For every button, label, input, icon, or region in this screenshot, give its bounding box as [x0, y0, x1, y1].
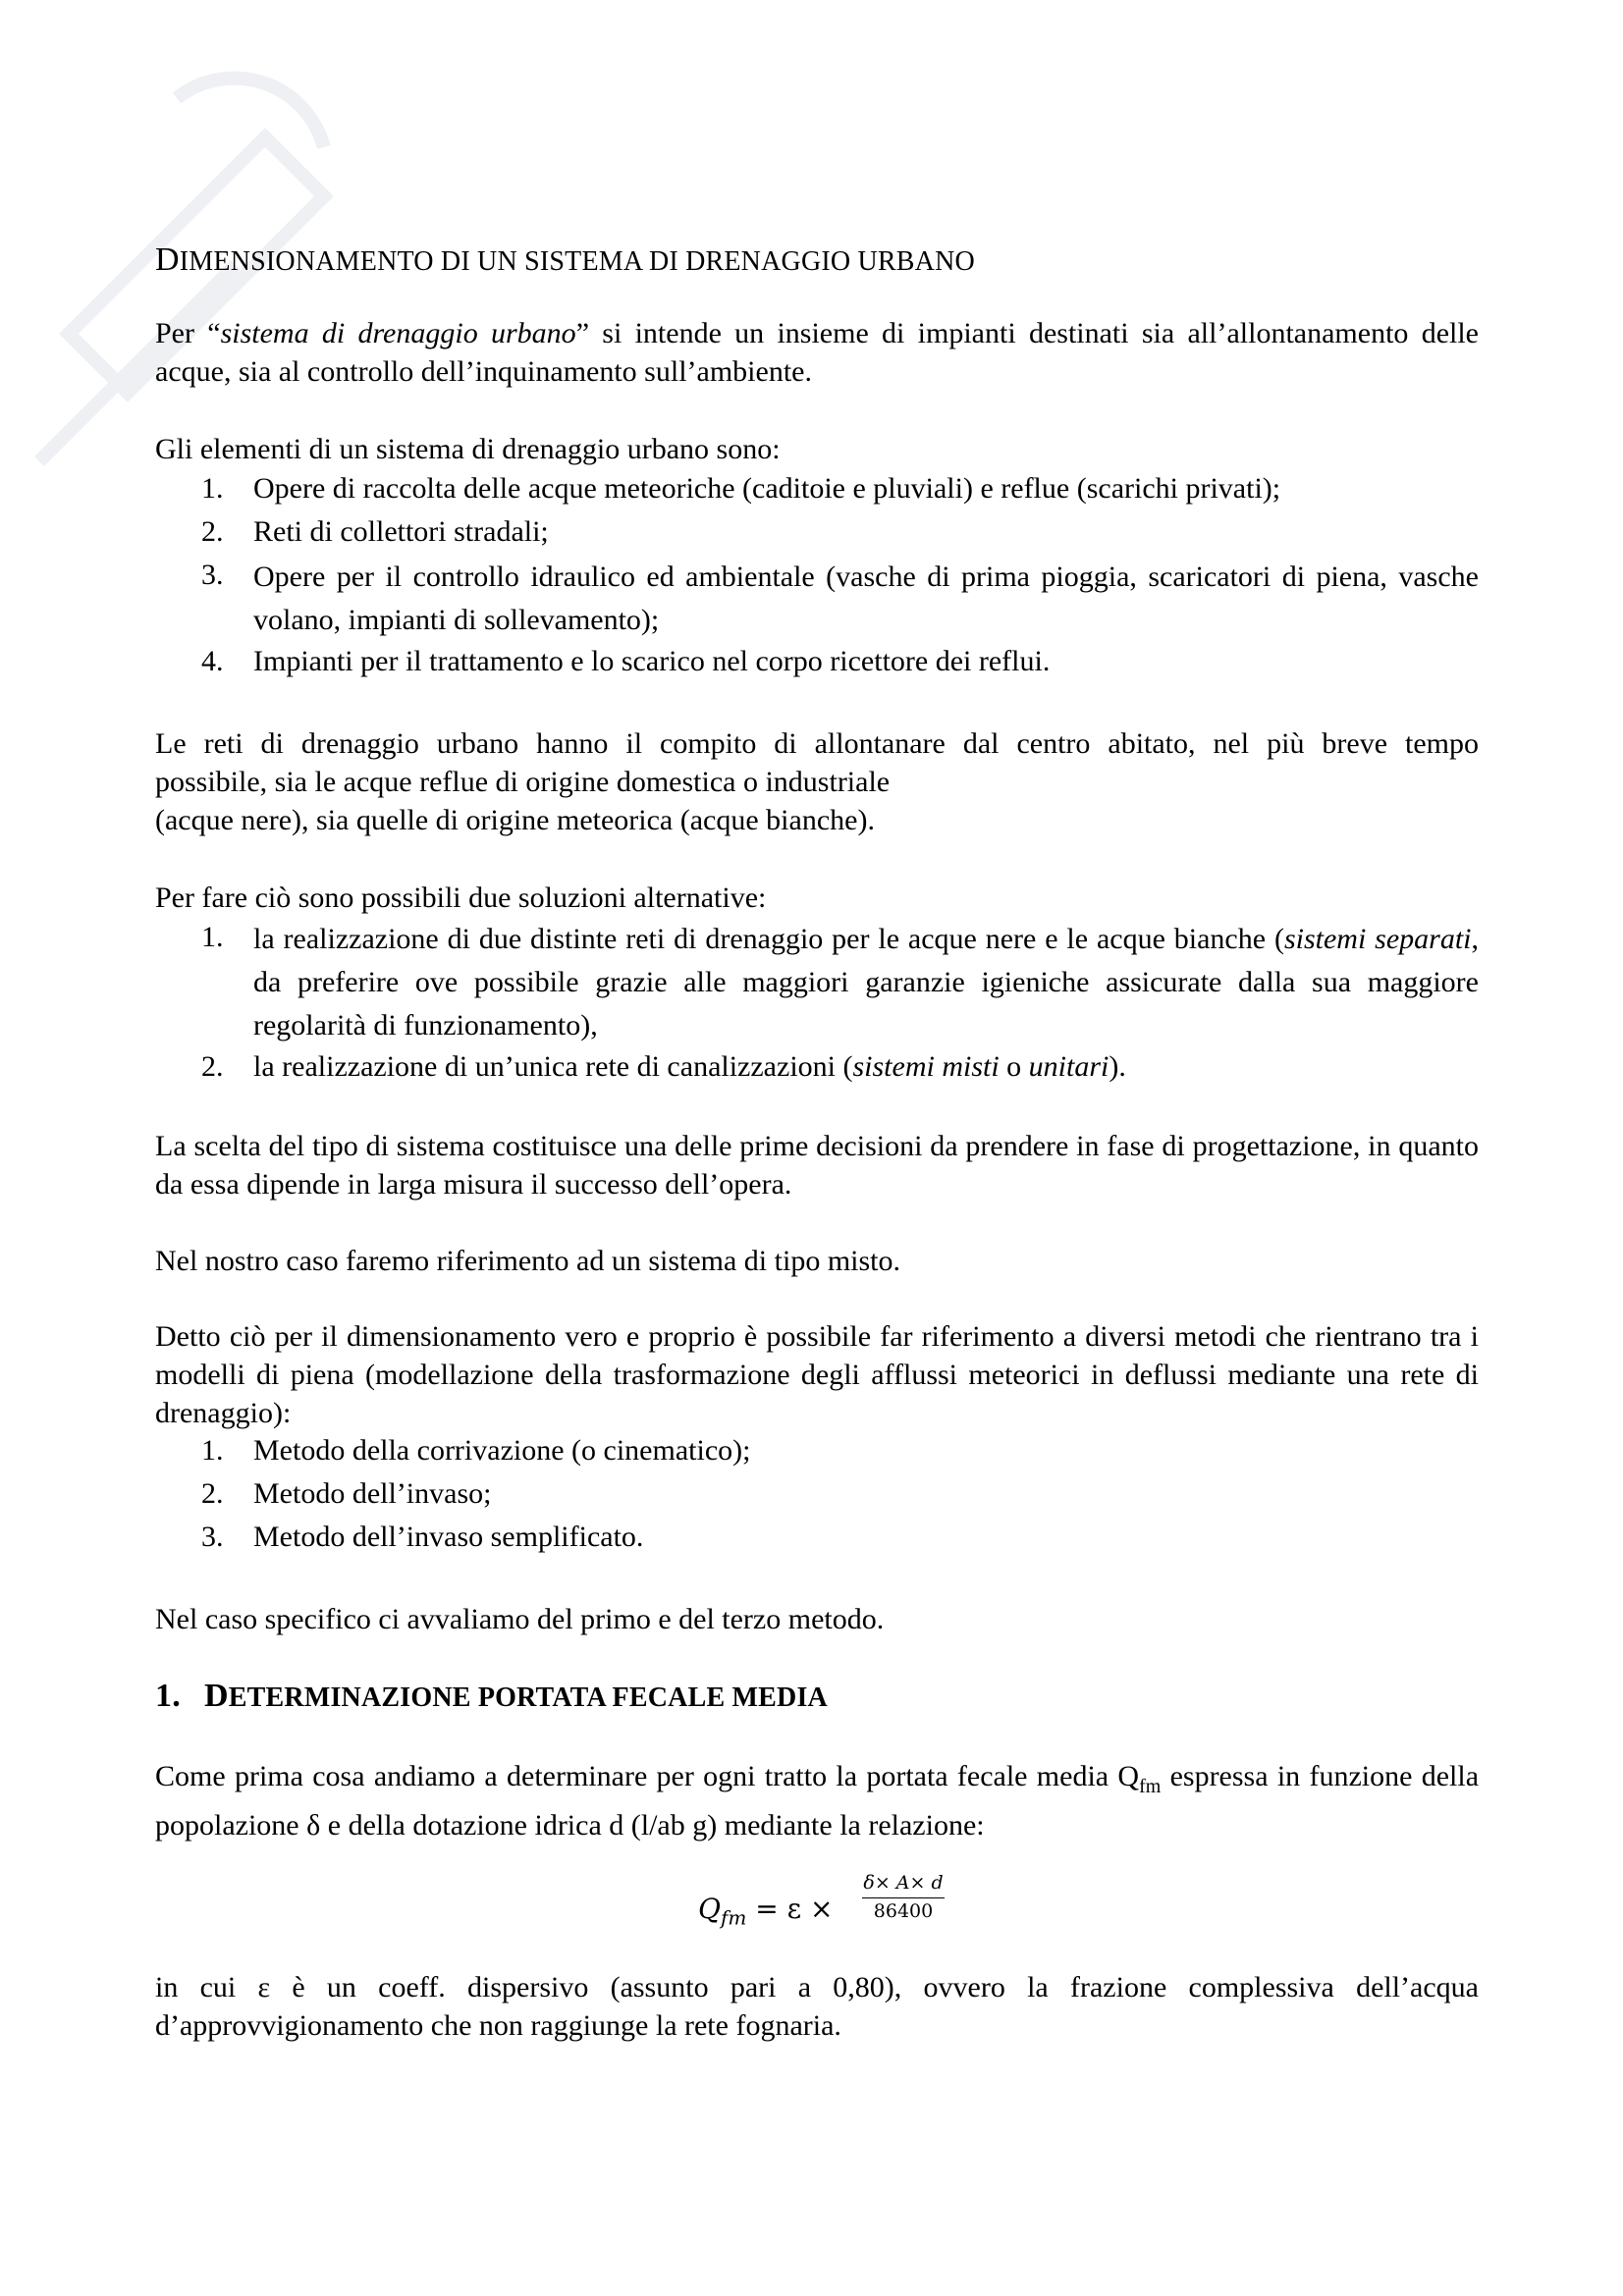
paragraph-methods-intro: Detto ciò per il dimensionamento vero e proprio è possibile far riferimento a diversi metodi che rientrano tra i modelli di piena (modellazione della trasformazione degli afflussi meteorici in deflussi mediante una rete di drenaggio): [155, 1320, 1479, 1429]
list-item: 3. Metodo dell’invaso semplificato. [201, 1521, 644, 1553]
paragraph-chosen-methods: Nel caso specifico ci avvaliamo del primo e del terzo metodo. [155, 1603, 885, 1635]
list-item: 2. la realizzazione di un’unica rete di canalizzazioni (sistemi misti o unitari). [201, 1050, 1126, 1083]
paragraph-system-choice: La scelta del tipo di sistema costituisce una delle prime decisioni da prendere in fase di progettazione, in quanto da essa dipende in larga misura il successo dell’opera. [155, 1130, 1479, 1201]
paragraph-our-case: Nel nostro caso faremo riferimento ad un sistema di tipo misto. [155, 1245, 900, 1277]
document-title: DIMENSIONAMENTO DI UN SISTEMA DI DRENAGGIO URBANO [155, 241, 975, 278]
list-item: 4. Impianti per il trattamento e lo scarico nel corpo ricettore dei reflui. [201, 645, 1051, 677]
list-item: 1. Opere di raccolta delle acque meteoriche (caditoie e pluviali) e reflue (scarichi privati); [201, 472, 1281, 505]
list-item: 1. Metodo della corrivazione (o cinematico); [201, 1434, 751, 1467]
paragraph-elements-intro: Gli elementi di un sistema di drenaggio urbano sono: [155, 433, 781, 465]
list-item: 2. Metodo dell’invaso; [201, 1477, 492, 1510]
equation-fecal-flow: $Q_{fm} = \varepsilon$ × $\frac{\delta\times A\times d}{86400}$ [698, 1872, 944, 1930]
section-heading: 1. DETERMINAZIONE PORTATA FECALE MEDIA [155, 1678, 828, 1714]
paragraph-networks: Le reti di drenaggio urbano hanno il compito di allontanare dal centro abitato, nel più breve tempo possibile, sia le acque reflue di origine domestica o industriale (acque nere), sia quelle di origine meteorica (acque bianche). [155, 727, 1479, 836]
paragraph-fecal-flow: Come prima cosa andiamo a determinare per ogni tratto la portata fecale media $Q_{fm}$ espressa in funzione della popolazione δ e della dotazione idrica d (l/ab g) mediante la relazione: [155, 1760, 1480, 1842]
paragraph-definition: Per “sistema di drenaggio urbano” si intende un insieme di impianti destinati sia all’allontanamento delle acque, sia al controllo dell’inquinamento sull’ambiente. [155, 317, 1479, 388]
equation-fraction: $\frac{\delta\times A\times d}{86400}$ [863, 1872, 944, 1922]
paragraph-solutions-intro: Per fare ciò sono possibili due soluzioni alternative: [155, 881, 767, 914]
list-item: 2. Reti di collettori stradali; [201, 515, 549, 548]
list-item: 1. la realizzazione di due distinte reti di drenaggio per le acque nere e le acque bianche (sistemi separati, da preferire ove possibile grazie alle maggiori garanzie igieniche assicurate dalla sua maggiore regolarità di funzionamento), [201, 921, 1480, 1041]
list-item: 3. Opere per il controllo idraulico ed ambientale (vasche di prima pioggia, scaricatori di piena, vasche volano, impianti di sollevamento); [201, 559, 1479, 636]
paragraph-dispersion-coeff: in cui ε è un coeff. dispersivo (assunto pari a 0,80), ovvero la frazione complessiva dell’acqua d’approvvigionamento che non raggiunge la rete fognaria. [155, 1971, 1479, 2042]
